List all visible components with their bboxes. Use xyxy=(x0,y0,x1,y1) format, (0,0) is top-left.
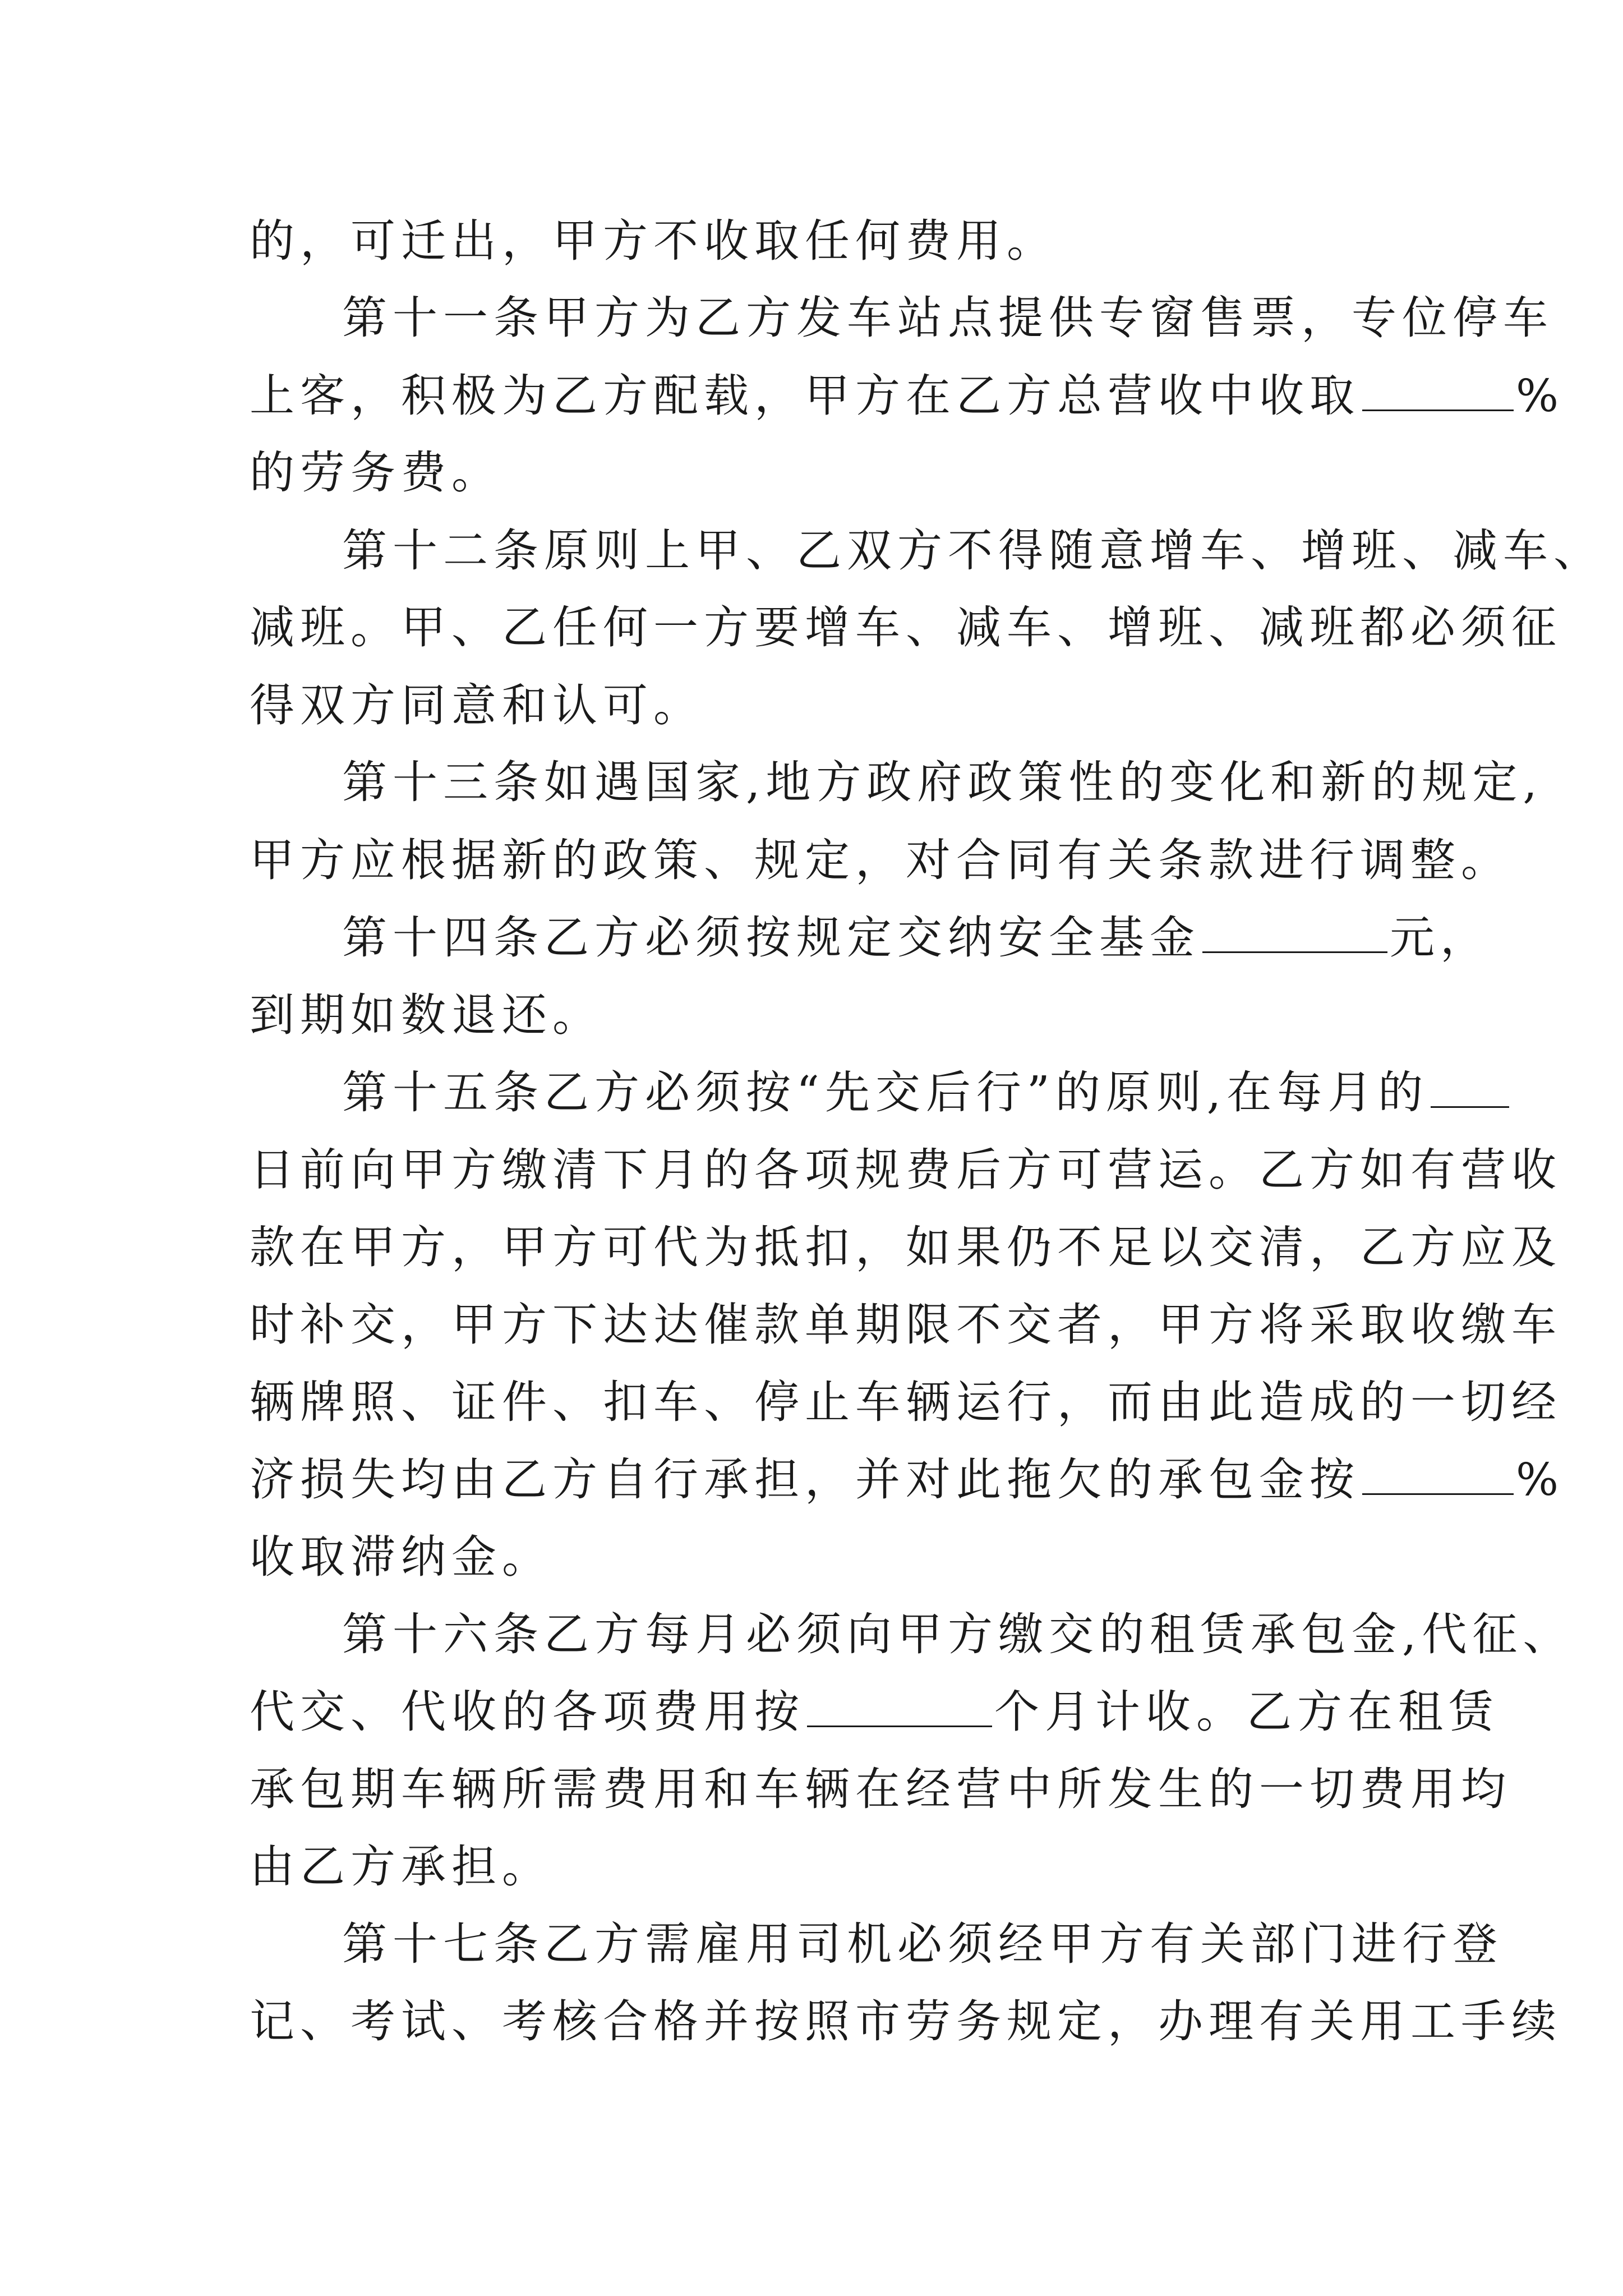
text-line: 第十七条乙方需雇用司机必须经甲方有关部门进行登 xyxy=(342,1918,1503,1970)
text-segment: 上客，积极为乙方配载，甲方在乙方总营收中收取 xyxy=(250,370,1360,422)
text-line: 记、考试、考核合格并按照市劳务规定，办理有关用工手续 xyxy=(250,1995,1562,2047)
text-segment: 第十五条乙方必须按“先交后行”的原则,在每月的 xyxy=(342,1066,1429,1119)
text-line: 第十一条甲方为乙方发车站点提供专窗售票，专位停车 xyxy=(342,292,1553,344)
text-line: 款在甲方，甲方可代为抵扣，如果仍不足以交清，乙方应及 xyxy=(250,1221,1562,1273)
text-line: 辆牌照、证件、扣车、停止车辆运行，而由此造成的一切经 xyxy=(250,1376,1562,1428)
fill-in-blank[interactable] xyxy=(1431,1067,1509,1108)
text-line: 减班。甲、乙任何一方要增车、减车、增班、减班都必须征 xyxy=(250,601,1562,654)
fill-in-blank[interactable] xyxy=(1202,912,1387,953)
text-line-with-blank xyxy=(250,1670,1499,1754)
text-line: 日前向甲方缴清下月的各项规费后方可营运。乙方如有营收 xyxy=(250,1144,1562,1196)
text-line-with-blank xyxy=(250,354,1564,438)
fill-in-blank[interactable] xyxy=(807,1686,992,1727)
text-segment: 第十四条乙方必须按规定交纳安全基金 xyxy=(342,912,1200,964)
text-line: 的，可迁出，甲方不收取任何费用。 xyxy=(250,215,1057,267)
text-segment: % xyxy=(1516,1453,1565,1506)
text-line: 收取滞纳金。 xyxy=(250,1531,552,1583)
text-segment: 元， xyxy=(1390,912,1491,964)
text-line-with-blank xyxy=(250,1438,1564,1522)
text-line: 由乙方承担。 xyxy=(250,1841,552,1893)
text-line: 第十六条乙方每月必须向甲方缴交的租赁承包金,代征、 xyxy=(342,1608,1574,1660)
text-line: 甲方应根据新的政策、规定，对合同有关条款进行调整。 xyxy=(250,834,1511,886)
text-segment: 代交、代收的各项费用按 xyxy=(250,1686,805,1738)
text-segment: % xyxy=(1516,370,1565,422)
fill-in-blank[interactable] xyxy=(1362,370,1514,411)
text-line: 第十二条原则上甲、乙双方不得随意增车、增班、减车、 xyxy=(342,524,1604,577)
text-line: 承包期车辆所需费用和车辆在经营中所发生的一切费用均 xyxy=(250,1763,1511,1815)
text-line: 得双方同意和认可。 xyxy=(250,679,704,731)
text-line: 的劳务费。 xyxy=(250,447,502,499)
text-line: 第十三条如遇国家,地方政府政策性的变化和新的规定, xyxy=(342,756,1543,808)
text-line: 时补交，甲方下达达催款单期限不交者，甲方将采取收缴车 xyxy=(250,1299,1562,1351)
text-line-with-blank xyxy=(342,1051,1511,1135)
text-segment: 济损失均由乙方自行承担，并对此拖欠的承包金按 xyxy=(250,1453,1360,1506)
text-line: 到期如数退还。 xyxy=(250,989,603,1041)
fill-in-blank[interactable] xyxy=(1362,1454,1514,1495)
text-segment: 个月计收。乙方在租赁 xyxy=(994,1686,1499,1738)
text-line-with-blank xyxy=(342,896,1491,980)
